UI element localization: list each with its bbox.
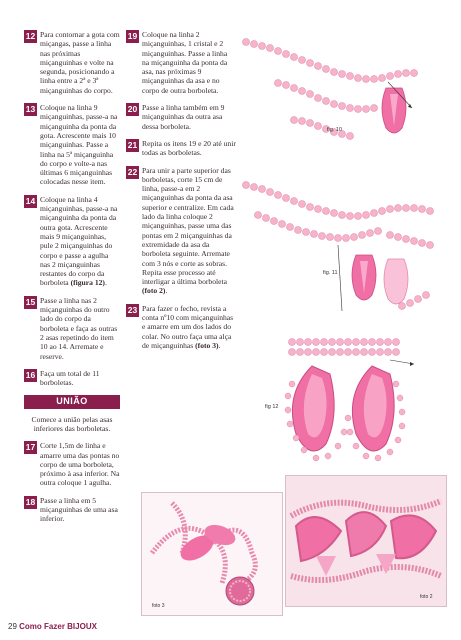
figure-10-label: fig. 10	[327, 127, 342, 133]
step-number: 15	[25, 296, 36, 307]
step-text: Coloque na linha 4 miçanguinhas, passe-a na miçanguinha da ponta da outra gota. Acrescente mais 9 miçanguinhas, pule 2 miçanguinhas do corpo e passe a agulha nas 2 miçanguinhas restantes do corpo da borboleta	[40, 194, 118, 288]
necklace-clasp-image	[142, 493, 282, 615]
figure-11-diagram	[238, 175, 453, 325]
section-intro: Comece a união pelas asas inferiores das borboletas.	[31, 414, 113, 433]
step-19	[126, 30, 236, 95]
step-text-end: .	[218, 340, 221, 350]
step-22	[126, 166, 236, 296]
instructions-column-2	[126, 30, 236, 358]
magazine-title: Como Fazer BIJOUX	[19, 622, 97, 631]
step-13	[24, 103, 120, 187]
step-14	[24, 195, 120, 288]
step-text: Passe a linha nas 2 miçanguinhas do outro lado do corpo da borboleta e faça as outras 2 asas repetindo do item 10 ao 14. Arremate e reserve.	[40, 295, 118, 361]
step-number: 22	[127, 166, 138, 177]
step-text-end: .	[104, 278, 107, 288]
step-12	[24, 30, 120, 95]
step-text: Faça um total de 11 borboletas.	[40, 368, 100, 388]
step-number: 20	[127, 104, 138, 115]
step-23	[126, 304, 236, 350]
step-text-wrap	[142, 166, 236, 296]
step-15	[24, 296, 120, 361]
step-16	[24, 369, 120, 388]
step-text: Passe a linha em 5 miçanguinhas de uma asa inferior.	[40, 495, 118, 524]
page-footer	[8, 622, 97, 631]
step-text-end: .	[165, 286, 168, 296]
step-text: Coloque na linha 9 miçanguinhas, passe-a na miçanguinha da ponta da gota. Acrescente mais 10 miçanguinhas. Passe a linha na 5ª miçanguinha do corpo e volte-a nas últimas 6 miçanguinhas colocadas nesse item.	[40, 103, 118, 187]
step-number: 23	[127, 304, 138, 315]
step-number: 18	[25, 496, 36, 507]
section-heading: UNIÃO	[24, 395, 120, 408]
step-20	[126, 103, 236, 131]
step-text: Para fazer o fecho, revista a conta nº10 com miçanguinhas e amarre em um dos lados do colar. No outro faça uma alça de miçanguinhas	[142, 303, 234, 350]
photo-reference: (foto 3)	[195, 340, 219, 350]
figure-reference: (figura 12)	[70, 278, 105, 288]
step-text: Coloque na linha 2 miçanguinhas, 1 cristal e 2 miçanguinhas. Passe a linha na miçanguinha da ponta da asa, nas próximas 9 miçanguinhas da asa e no corpo de outra borboleta.	[142, 30, 228, 95]
photo-3-label: foto 3	[152, 603, 165, 609]
figure-10-diagram	[238, 28, 448, 168]
step-18	[24, 496, 120, 524]
step-text: Passe a linha também em 9 miçanguinhas da outra asa dessa borboleta.	[142, 103, 225, 131]
figure-12-diagram	[282, 334, 432, 474]
step-number: 19	[127, 31, 138, 41]
step-number: 16	[25, 369, 36, 380]
step-number: 21	[127, 139, 138, 150]
step-text-wrap	[142, 304, 236, 350]
step-text: Corte 1,5m de linha e amarre uma das pontas no corpo de uma borboleta, próximo à asa inferior. Na outra coloque 1 agulha.	[40, 441, 120, 488]
step-number: 12	[25, 31, 36, 41]
figure-11-label: fig. 11	[323, 270, 338, 276]
step-text: Para unir a parte superior das borboletas, corte 15 cm de linha, passe-a em 2 miçanguinhas da ponta da asa superior e centralize. Em cada lado da linha coloque 2 miçanguinhas, passe uma das pontas em 2 miçanguinhas da extremidade da asa da borboleta seguinte. Arremate com 3 nós e corte as sobras. Repita esse processo até interligar a última borboleta	[142, 165, 234, 287]
step-17	[24, 441, 120, 487]
step-text: Repita os itens 19 e 20 até unir todas as borboletas.	[142, 138, 236, 158]
page-number: 29	[8, 622, 17, 631]
photo-2	[285, 475, 447, 607]
step-text-wrap	[40, 195, 120, 288]
instructions-column-1	[24, 30, 120, 532]
butterfly-necklace-image	[286, 476, 446, 606]
figure-12-label: fig 12	[265, 404, 279, 410]
step-text: Para contornar a gota com miçangas, passe a linha nas próximas miçanguinhas e volte na segunda, posicionando a linha entre a 2ª e 3ª miçanguinhas do corpo.	[40, 30, 120, 95]
photo-reference: (foto 2)	[142, 286, 166, 296]
step-number: 17	[25, 442, 36, 453]
step-21	[126, 139, 236, 158]
step-number: 14	[25, 195, 36, 206]
photo-3	[141, 492, 283, 616]
photo-2-label: foto 2	[420, 594, 433, 600]
step-number: 13	[25, 104, 36, 115]
